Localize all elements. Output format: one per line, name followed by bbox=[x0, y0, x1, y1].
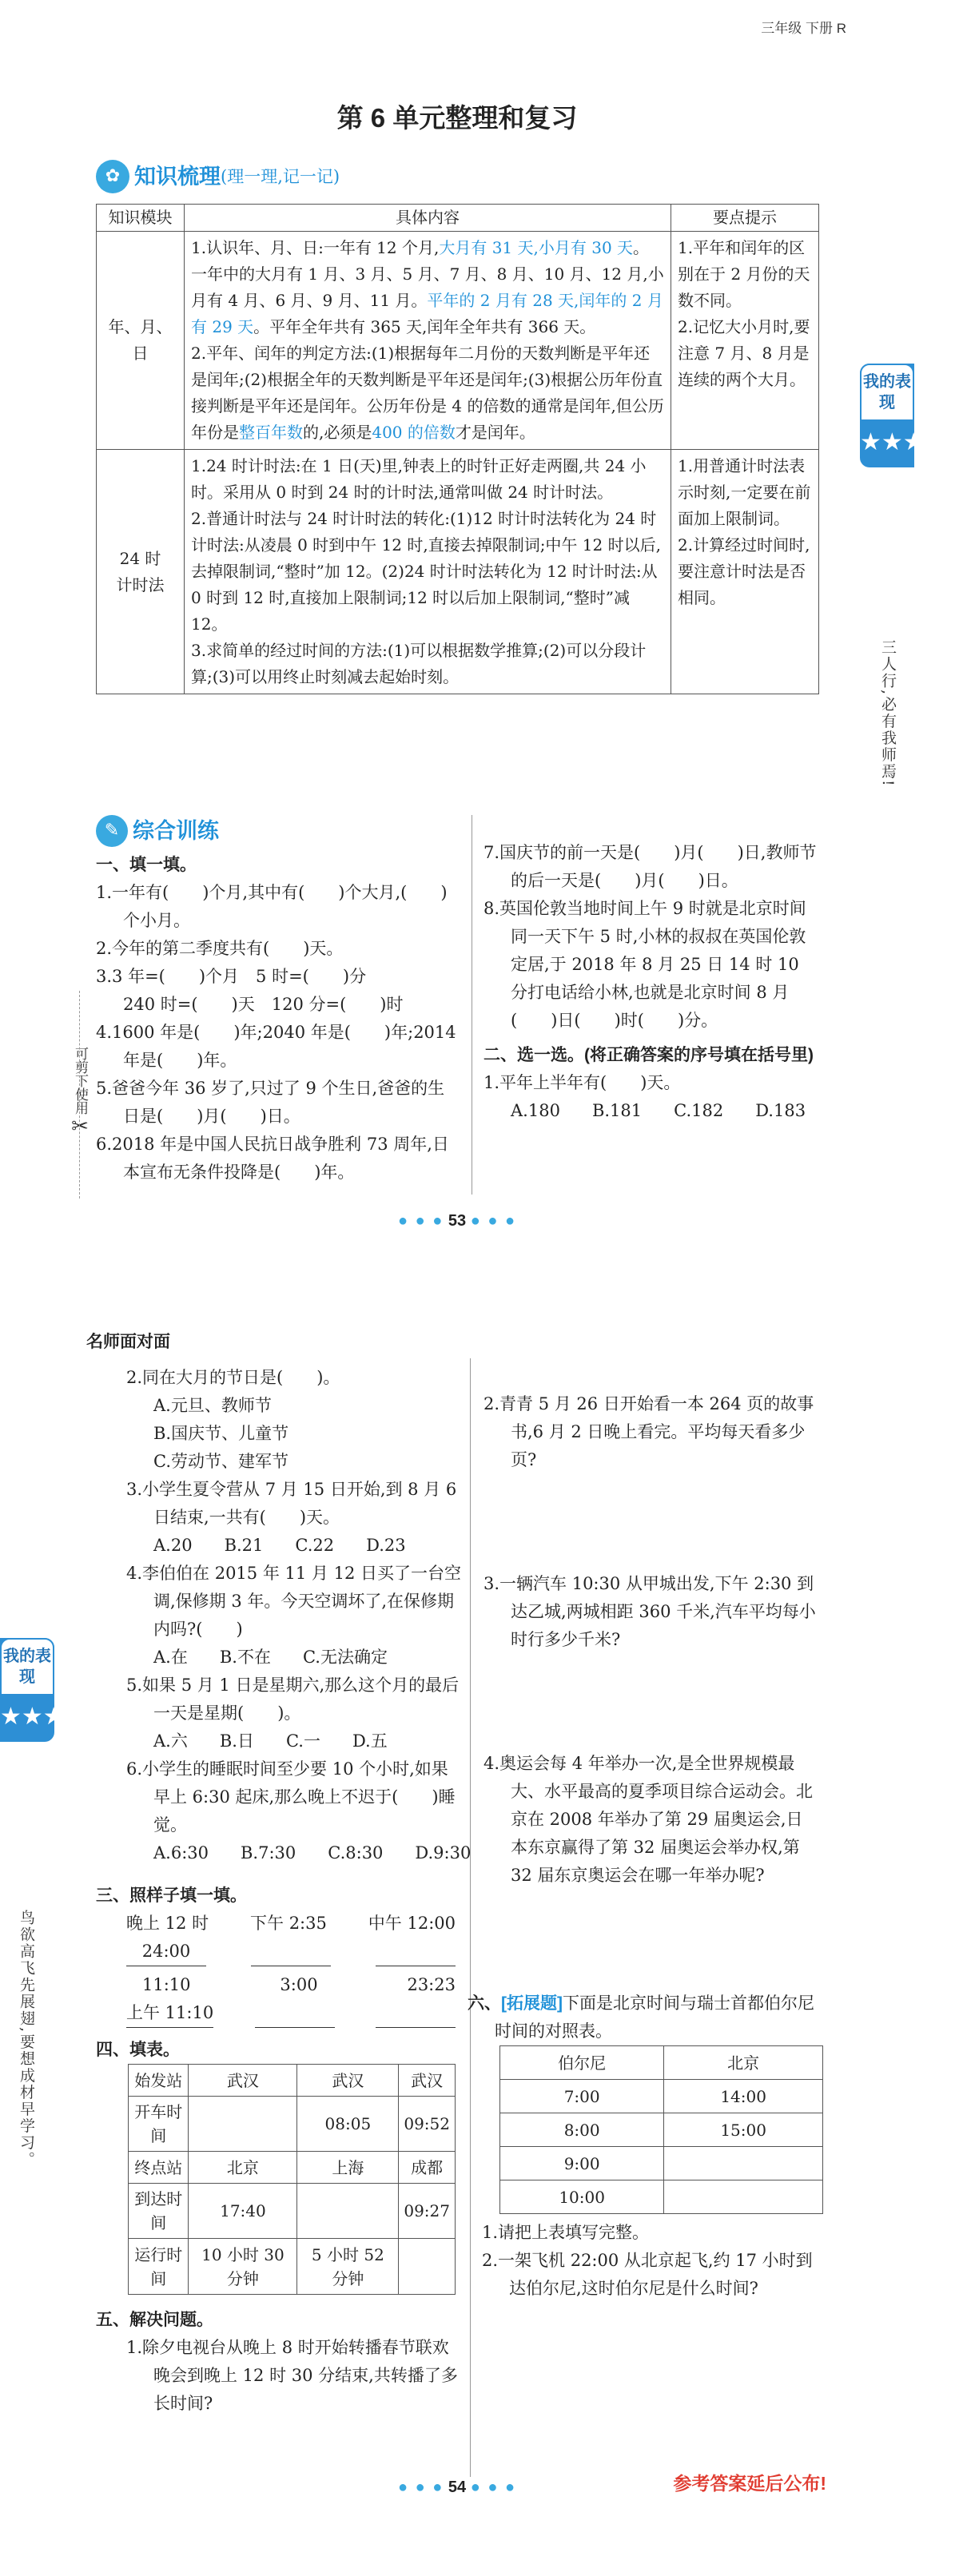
knowledge-subtitle: (理一理,记一记) bbox=[221, 167, 340, 186]
example-item: 3:00 bbox=[280, 1975, 318, 1994]
table-cell[interactable] bbox=[664, 2180, 823, 2214]
training-header bbox=[96, 815, 219, 847]
choice-options bbox=[126, 1644, 462, 1672]
choice-options bbox=[484, 1097, 819, 1125]
table-row bbox=[129, 2152, 456, 2184]
table-cell: 09:27 bbox=[399, 2184, 456, 2239]
question: 7.国庆节的前一天是( )月( )日,教师节的后一天是( )月( )日。 bbox=[484, 843, 817, 890]
table-row bbox=[500, 2147, 823, 2180]
right-column bbox=[484, 839, 819, 1125]
question: 2.一架飞机 22:00 从北京起飞,约 17 小时到达伯尔尼,这时伯尔尼是什么时间? bbox=[482, 2251, 813, 2298]
choice-options bbox=[126, 1727, 462, 1755]
table-cell[interactable] bbox=[399, 2239, 456, 2295]
option: A.20 bbox=[153, 1536, 193, 1555]
example-row bbox=[96, 1910, 464, 1938]
table-row bbox=[500, 2113, 823, 2147]
option: B.21 bbox=[224, 1536, 264, 1555]
option: D.五 bbox=[352, 1731, 388, 1751]
option: A.在 bbox=[153, 1648, 188, 1667]
page-number bbox=[0, 1207, 914, 1235]
option: C.22 bbox=[295, 1536, 335, 1555]
table-row bbox=[97, 232, 819, 450]
knowledge-table bbox=[96, 204, 819, 694]
table-cell: 9:00 bbox=[500, 2147, 664, 2180]
grade-label: 三年级 下册 R bbox=[761, 21, 846, 36]
content-text: 才是闰年。 bbox=[455, 423, 535, 442]
option: C.劳动节、建军节 bbox=[153, 1452, 289, 1471]
content-text: 。平年全年共有 365 天,闰年全年共有 366 天。 bbox=[253, 317, 596, 336]
answer-blank[interactable]: 24:00 bbox=[126, 1938, 206, 1966]
option: A.元旦、教师节 bbox=[153, 1396, 272, 1415]
table-cell: 7:00 bbox=[500, 2080, 664, 2113]
table-header-row bbox=[500, 2046, 823, 2080]
question: 5.爸爸今年 36 岁了,只过了 9 个生日,爸爸的生日是( )月( )日。 bbox=[96, 1079, 445, 1126]
left-column-lower bbox=[96, 1882, 464, 2418]
question: 1.平年上半年有( )天。 bbox=[484, 1073, 681, 1092]
dots-decor: ● ● ● bbox=[470, 2479, 517, 2496]
section-heading: 二、选一选。(将正确答案的序号填在括号里) bbox=[484, 1046, 814, 1064]
left-column bbox=[126, 1364, 472, 1867]
option: C.一 bbox=[285, 1731, 320, 1751]
table-row bbox=[129, 2097, 456, 2152]
question: 3.一辆汽车 10:30 从甲城出发,下午 2:30 到达乙城,两城相距 360 千米,汽车平均每小时行多少千米? bbox=[484, 1574, 816, 1649]
answer-blank[interactable] bbox=[376, 1999, 456, 2028]
question: 240 时=( )天 120 分=( )时 bbox=[123, 995, 404, 1014]
tip-text: 1.平年和闰年的区别在于 2 月份的天数不同。 bbox=[678, 238, 810, 310]
table-cell: 武汉 bbox=[399, 2065, 456, 2097]
schedule-table bbox=[128, 2064, 456, 2295]
question: 4.奥运会每 4 年举办一次,是全世界规模最大、水平最高的夏季项目综合运动会。北京在 2008 年举办了第 29 届奥运会,日本东京赢得了第 32 届奥运会举办权,第 32 届东京奥运会在哪一年举办呢? bbox=[484, 1754, 813, 1885]
section-heading: 三、照样子填一填。 bbox=[96, 1886, 247, 1905]
section-heading: 四、填表。 bbox=[96, 2041, 180, 2059]
performance-badge bbox=[860, 364, 967, 467]
choice-options bbox=[126, 1839, 472, 1867]
table-cell[interactable] bbox=[664, 2147, 823, 2180]
answer-blank[interactable] bbox=[255, 1999, 335, 2028]
training-title: 综合训练 bbox=[133, 819, 219, 843]
module-text: 24 时 bbox=[119, 548, 161, 568]
knowledge-header bbox=[96, 160, 340, 193]
question: 2.同在大月的节日是( )。 bbox=[126, 1368, 340, 1387]
answer-row bbox=[96, 1938, 464, 1966]
highlight-text: 平年的 2 月有 28 天,闰年的 2 月有 29 天 bbox=[191, 291, 663, 336]
table-cell: 8:00 bbox=[500, 2113, 664, 2147]
section-text: 下面是北京时间与瑞士首都伯尔尼时间的对照表。 bbox=[495, 1994, 814, 2041]
tip-cell bbox=[671, 450, 819, 694]
side-motto: 三人行,必有我师焉! bbox=[879, 639, 897, 788]
cut-note bbox=[68, 1047, 92, 1139]
page-header: 名师面对面 bbox=[86, 1333, 170, 1351]
dots-decor: ● ● ● bbox=[397, 1212, 444, 1230]
content-text: 2.平年、闰年的判定方法:(1)根据每年二月份的天数判断是平年还是闰年;(2)根据全年的天数判断是平年还是闰年;(3)根据公历年份直接判断是平年还是闰年。公历年份是 4 的倍数的通常是闰年,但公历年份是 bbox=[191, 344, 664, 442]
lightbulb-icon: ✿ bbox=[96, 160, 129, 193]
cut-line bbox=[79, 991, 80, 1199]
page-number-text: 53 bbox=[448, 1212, 467, 1230]
table-header: 具体内容 bbox=[185, 205, 671, 232]
row-label: 开车时间 bbox=[129, 2097, 189, 2152]
page-title: 第 6 单元整理和复习 bbox=[336, 103, 578, 133]
row-label: 始发站 bbox=[129, 2065, 189, 2097]
example-row bbox=[96, 1971, 464, 1999]
row-label: 运行时间 bbox=[129, 2239, 189, 2295]
question: 4.李伯伯在 2015 年 11 月 12 日买了一台空调,保修期 3 年。今天空调坏了,在保修期内吗?( ) bbox=[126, 1564, 461, 1639]
table-cell: 15:00 bbox=[664, 2113, 823, 2147]
dots-decor: ● ● ● bbox=[397, 2479, 444, 2496]
table-cell: 10:00 bbox=[500, 2180, 664, 2214]
option: B.7:30 bbox=[241, 1843, 296, 1862]
table-row bbox=[500, 2080, 823, 2113]
table-cell: 北京 bbox=[189, 2152, 297, 2184]
choice-options bbox=[126, 1532, 462, 1560]
tip-text: 2.记忆大小月时,要注意 7 月、8 月是连续的两个大月。 bbox=[678, 317, 810, 389]
table-row bbox=[129, 2184, 456, 2239]
answer-blank[interactable]: 上午 11:10 bbox=[126, 1999, 213, 2028]
star-rating[interactable]: ★★★★★ bbox=[860, 429, 967, 455]
content-text: 3.求简单的经过时间的方法:(1)可以根据数学推算;(2)可以分段计算;(3)可以用终止时刻减去起始时刻。 bbox=[191, 641, 647, 686]
table-row bbox=[97, 450, 819, 694]
question: 5.如果 5 月 1 日是星期六,那么这个月的最后一天是星期( )。 bbox=[126, 1676, 460, 1723]
table-cell: 08:05 bbox=[297, 2097, 399, 2152]
option: B.国庆节、儿童节 bbox=[153, 1424, 289, 1443]
training-icon: ✎ bbox=[96, 815, 128, 847]
content-text: 2.普通计时法与 24 时计时法的转化:(1)12 时计时法转化为 24 时计时法:从凌晨 0 时到中午 12 时,直接去掉限制词;中午 12 时以后,去掉限制词,“整时”加 12。(2)24 时计时法转化为 12 时计时法:从 0 时到 12 时,直接加上限制词;12 时以后加上限制词,“整时”减 12。 bbox=[191, 509, 661, 634]
timezone-table bbox=[499, 2045, 823, 2214]
tip-cell bbox=[671, 232, 819, 450]
option: D.183 bbox=[755, 1101, 806, 1120]
table-row bbox=[500, 2180, 823, 2214]
dots-decor: ● ● ● bbox=[470, 1212, 517, 1230]
table-header: 伯尔尼 bbox=[500, 2046, 664, 2080]
table-cell: 上海 bbox=[297, 2152, 399, 2184]
tip-text: 2.计算经过时间时,要注意计时法是否相同。 bbox=[678, 535, 810, 607]
question: 1.一年有( )个月,其中有( )个大月,( )个小月。 bbox=[96, 883, 448, 930]
example-item: 11:10 bbox=[142, 1975, 191, 1994]
table-cell: 武汉 bbox=[297, 2065, 399, 2097]
highlight-text: 400 的倍数 bbox=[372, 423, 456, 442]
question: 8.英国伦敦当地时间上午 9 时就是北京时间同一天下午 5 时,小林的叔叔在英国伦敦定居,于 2018 年 8 月 25 日 14 时 10 分打电话给小林,也就是北京时间 8 月( )日( )时( )分。 bbox=[484, 899, 806, 1030]
table-header: 要点提示 bbox=[671, 205, 819, 232]
table-cell: 09:52 bbox=[399, 2097, 456, 2152]
content-text: 1.认识年、月、日:一年有 12 个月, bbox=[191, 238, 440, 257]
option: A.六 bbox=[153, 1731, 188, 1751]
section-number: 六、 bbox=[468, 1994, 501, 2013]
answer-note: 参考答案延后公布! bbox=[673, 2473, 826, 2494]
content-text: 的,必须是 bbox=[303, 423, 372, 442]
option: C.无法确定 bbox=[302, 1648, 388, 1667]
extension-tag: [拓展题] bbox=[501, 1994, 563, 2013]
table-header: 北京 bbox=[664, 2046, 823, 2080]
section-heading: 五、解决问题。 bbox=[96, 2311, 213, 2329]
example-item: 23:23 bbox=[407, 1975, 456, 1994]
option: D.9:30 bbox=[415, 1843, 472, 1862]
option: C.182 bbox=[674, 1101, 724, 1120]
question: 3.小学生夏令营从 7 月 15 日开始,到 8 月 6 日结束,一共有( )天。 bbox=[126, 1480, 457, 1527]
performance-badge bbox=[0, 1638, 108, 1742]
star-rating[interactable]: ★★★★★ bbox=[0, 1703, 108, 1730]
module-cell: 年、月、日 bbox=[97, 232, 185, 450]
option: C.8:30 bbox=[328, 1843, 384, 1862]
question: 1.请把上表填写完整。 bbox=[482, 2223, 650, 2242]
table-header: 知识模块 bbox=[97, 205, 185, 232]
knowledge-title: 知识梳理 bbox=[134, 165, 221, 189]
example-item: 晚上 12 时 bbox=[126, 1914, 209, 1933]
extension-section bbox=[468, 1990, 823, 2303]
question: 6.2018 年是中国人民抗日战争胜利 73 周年,日本宣布无条件投降是( )年。 bbox=[96, 1135, 449, 1182]
side-motto: 鸟欲高飞先展翅,要想成材早学习。 bbox=[18, 1910, 35, 2169]
question: 4.1600 年是( )年;2040 年是( )年;2014 年是( )年。 bbox=[96, 1023, 456, 1070]
tip-text: 1.用普通计时法表示时刻,一定要在前面加上限制词。 bbox=[678, 456, 811, 528]
content-text: 1.24 时计时法:在 1 日(天)里,钟表上的时针正好走两圈,共 24 小时。采用从 0 时到 24 时的计时法,通常叫做 24 时计时法。 bbox=[191, 456, 647, 502]
column-divider bbox=[470, 1358, 471, 2477]
section-heading: 一、填一填。 bbox=[96, 856, 197, 874]
option: D.23 bbox=[366, 1536, 406, 1555]
option: B.181 bbox=[591, 1101, 643, 1120]
option: B.日 bbox=[219, 1731, 254, 1751]
option: A.6:30 bbox=[153, 1843, 209, 1862]
scissors-icon: ✂ bbox=[71, 1115, 89, 1139]
table-header-row bbox=[97, 205, 819, 232]
table-row bbox=[129, 2065, 456, 2097]
option: B.不在 bbox=[219, 1648, 271, 1667]
question: 1.除夕电视台从晚上 8 时开始转播春节联欢晚会到晚上 12 时 30 分结束,共转播了多长时间? bbox=[126, 2338, 458, 2413]
table-row bbox=[129, 2239, 456, 2295]
option: A.180 bbox=[511, 1101, 560, 1120]
table-cell: 成都 bbox=[399, 2152, 456, 2184]
answer-row bbox=[96, 1999, 464, 2028]
cut-label: 可剪下使用 bbox=[72, 1047, 88, 1115]
table-cell: 5 小时 52 分钟 bbox=[297, 2239, 399, 2295]
table-cell[interactable] bbox=[189, 2097, 297, 2152]
question: 2.青青 5 月 26 日开始看一本 264 页的故事书,6 月 2 日晚上看完。平均每天看多少页? bbox=[484, 1394, 814, 1469]
table-cell: 武汉 bbox=[189, 2065, 297, 2097]
module-cell bbox=[97, 450, 185, 694]
content-cell bbox=[185, 450, 671, 694]
answer-blank[interactable] bbox=[376, 1938, 456, 1966]
question: 6.小学生的睡眠时间至少要 10 个小时,如果早上 6:30 起床,那么晚上不迟于( )睡觉。 bbox=[126, 1759, 456, 1835]
example-item: 下午 2:35 bbox=[250, 1914, 327, 1933]
badge-label: 我的表现 bbox=[0, 1638, 54, 1695]
example-item: 中午 12:00 bbox=[368, 1914, 456, 1933]
table-cell: 10 小时 30 分钟 bbox=[189, 2239, 297, 2295]
row-label: 到达时间 bbox=[129, 2184, 189, 2239]
table-cell: 14:00 bbox=[664, 2080, 823, 2113]
badge-label: 我的表现 bbox=[860, 364, 914, 421]
page-54 bbox=[0, 1286, 914, 2576]
page-number-text: 54 bbox=[448, 2479, 467, 2496]
row-label: 终点站 bbox=[129, 2152, 189, 2184]
answer-blank[interactable] bbox=[251, 1938, 331, 1966]
highlight-text: 大月有 31 天,小月有 30 天 bbox=[439, 238, 634, 257]
question: 3.3 年=( )个月 5 时=( )分 bbox=[96, 967, 367, 986]
content-cell bbox=[185, 232, 671, 450]
highlight-text: 整百年数 bbox=[239, 423, 303, 442]
module-text: 计时法 bbox=[116, 574, 165, 594]
right-column bbox=[484, 1390, 819, 1890]
content-text: 。一年中的大月有 1 月、3 月、5 月、7 月、8 月、10 月、12 月,小月有 4 月、6 月、9 月、11 月。 bbox=[191, 238, 664, 310]
question: 2.今年的第二季度共有( )天。 bbox=[96, 939, 344, 958]
page-53 bbox=[0, 0, 967, 1286]
table-cell[interactable] bbox=[297, 2184, 399, 2239]
left-column bbox=[96, 851, 460, 1187]
table-cell: 17:40 bbox=[189, 2184, 297, 2239]
